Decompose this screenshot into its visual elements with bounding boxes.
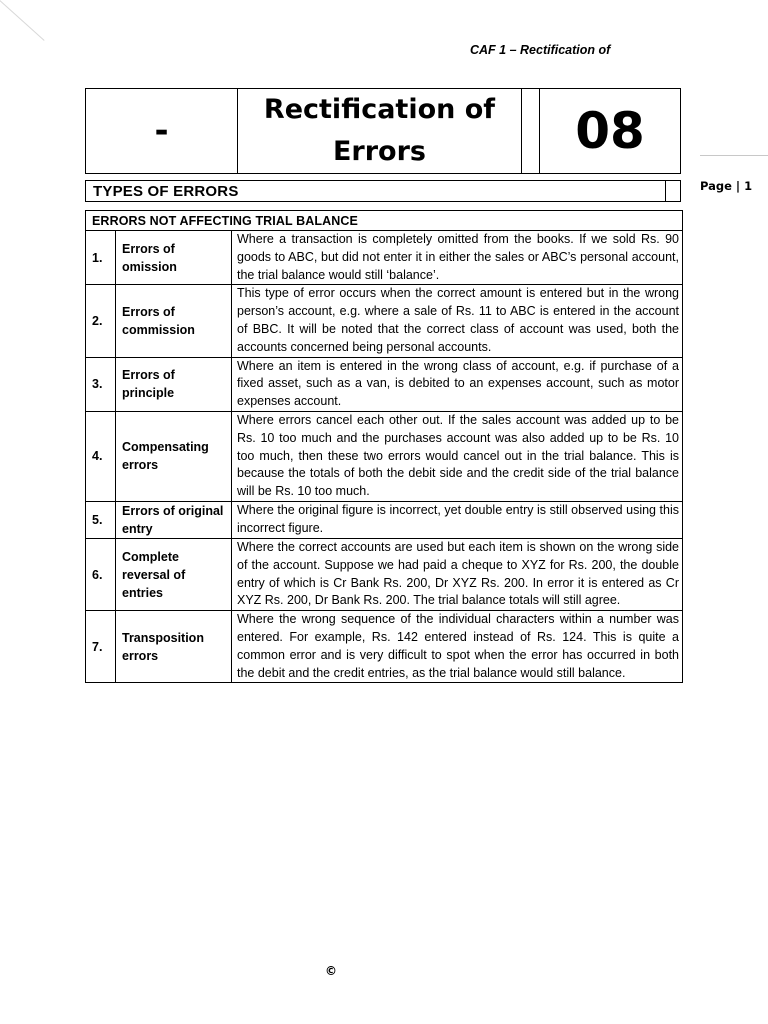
row-number: 3. <box>86 357 116 411</box>
error-type-description: Where an item is entered in the wrong class of account, e.g. if purchase of a fixed asset, such as a van, is debited to an expenses account, such as motor expenses account. <box>232 357 683 411</box>
running-header: CAF 1 – Rectification of <box>470 43 611 57</box>
error-type-description: Where the original figure is incorrect, yet double entry is still observed using this incorrect figure. <box>232 501 683 538</box>
table-row <box>86 501 683 538</box>
error-type-description: This type of error occurs when the correct amount is entered but in the wrong person’s account, e.g. where a sale of Rs. 11 to ABC is entered in the account of BBC. It will be noted that the correct class of account was used, both the accounts concerned being personal accounts. <box>232 285 683 357</box>
table-row <box>86 538 683 610</box>
error-type-name: Complete reversal of entries <box>116 538 232 610</box>
chapter-title-box <box>85 88 681 174</box>
title-spacer-cell <box>522 89 540 173</box>
error-type-name: Compensating errors <box>116 411 232 501</box>
margin-rule <box>700 155 768 156</box>
error-type-name: Errors of original entry <box>116 501 232 538</box>
table-title: ERRORS NOT AFFECTING TRIAL BALANCE <box>86 211 683 231</box>
table-row <box>86 357 683 411</box>
error-type-description: Where a transaction is completely omitted from the books. If we sold Rs. 90 goods to ABC, but did not enter it in either the sales or ABC’s personal account, the trial balance would still ‘balance’. <box>232 231 683 285</box>
section-heading-bar <box>85 180 681 202</box>
row-number: 2. <box>86 285 116 357</box>
error-type-description: Where errors cancel each other out. If the sales account was added up to be Rs. 10 too much and the purchases account was also added up to be Rs. 10 too much, then these two errors would cancel out in the trial balance. This is because the totals of both the debit side and the credit side of the trial balance will be Rs. 10 too much. <box>232 411 683 501</box>
table-title-row <box>86 211 683 231</box>
row-number: 4. <box>86 411 116 501</box>
copyright-mark: © <box>325 964 337 978</box>
error-type-name: Errors of omission <box>116 231 232 285</box>
row-number: 5. <box>86 501 116 538</box>
page-number: Page | 1 <box>700 179 753 193</box>
chapter-number: 08 <box>575 102 645 160</box>
error-type-description: Where the correct accounts are used but each item is shown on the wrong side of the account. Suppose we had paid a cheque to XYZ for Rs. 200, the double entry of which is Cr Bank Rs. 200, Dr XYZ Rs. 200. In error it is entered as Cr XYZ Rs. 200, Dr Bank Rs. 200. The trial balance totals will still agree. <box>232 538 683 610</box>
table-row <box>86 611 683 683</box>
table-row <box>86 411 683 501</box>
section-heading: TYPES OF ERRORS <box>93 183 239 200</box>
title-dash: - <box>86 89 238 173</box>
table-row <box>86 231 683 285</box>
section-heading-divider <box>665 181 666 201</box>
corner-fold-line <box>0 0 45 41</box>
errors-table <box>85 210 683 683</box>
error-type-name: Transposition errors <box>116 611 232 683</box>
row-number: 7. <box>86 611 116 683</box>
chapter-title: Rectification of Errors <box>238 89 522 173</box>
error-type-name: Errors of principle <box>116 357 232 411</box>
error-type-name: Errors of commission <box>116 285 232 357</box>
error-type-description: Where the wrong sequence of the individual characters within a number was entered. For example, Rs. 142 entered instead of Rs. 124. This is quite a common error and is very difficult to spot when the error has occurred in both the debit and the credit entries, as the trial balance would still balance. <box>232 611 683 683</box>
table-row <box>86 285 683 357</box>
row-number: 6. <box>86 538 116 610</box>
row-number: 1. <box>86 231 116 285</box>
